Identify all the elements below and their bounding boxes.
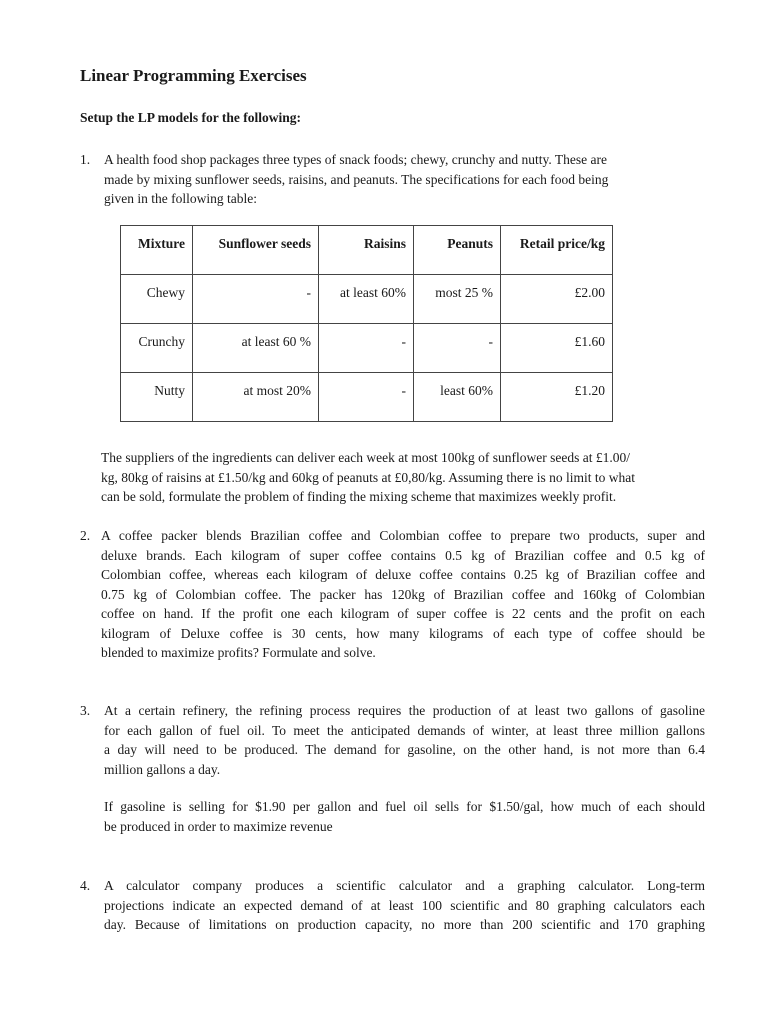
text-line: blended to maximize profits? Formulate and solve. [101,645,376,660]
table-row [121,373,613,422]
table-cell: at most 20% [193,373,319,422]
text-line: coffee on hand. If the profit one each kilogram of super coffee is 22 cents and the profit on each [101,606,705,621]
text-line: A health food shop packages three types of snack foods; chewy, crunchy and nutty. These are [104,152,607,167]
table-cell: £2.00 [501,275,613,324]
table-cell: least 60% [414,373,501,422]
text-line: If gasoline is selling for $1.90 per gallon and fuel oil sells for $1.50/gal, how much of each should [104,799,705,814]
page-subtitle: Setup the LP models for the following: [80,110,302,125]
table-cell: Crunchy [121,324,193,373]
text-line: projections indicate an expected demand of at least 100 scientific and 80 graphing calculators each [104,897,705,913]
text-line: The suppliers of the ingredients can deliver each week at most 100kg of sunflower seeds at £1.00/ [101,450,630,465]
text-line: day. Because of limitations on production capacity, no more than 200 scientific and 170 graphing [104,917,705,932]
table-cell: at least 60 % [193,324,319,373]
text-line: a day will need to be produced. The demand for gasoline, on the other hand, is not more than 6.4 [104,742,705,757]
question-4-number: 4. [80,878,91,893]
table-header: Sunflower seeds [193,226,319,275]
question-3-text [104,701,705,779]
question-1-details [101,448,705,507]
table-cell: Nutty [121,373,193,422]
table-cell: - [319,373,414,422]
question-3-followup [104,797,705,836]
table-header: Retail price/kg [501,226,613,275]
question-2-text [101,526,705,663]
text-line: made by mixing sunflower seeds, raisins, and peanuts. The specifications for each food being [104,171,609,187]
table-cell: Chewy [121,275,193,324]
table-header: Peanuts [414,226,501,275]
question-1-intro [104,150,678,209]
table-header-row [121,226,613,275]
text-line: deluxe brands. Each kilogram of super coffee contains 0.5 kg of Brazilian coffee and 0.5 kg of [101,547,705,563]
table-header: Raisins [319,226,414,275]
text-line: kg, 80kg of raisins at £1.50/kg and 60kg of peanuts at £0,80/kg. Assuming there is no limit to what [101,469,635,485]
table-cell: - [319,324,414,373]
table-header: Mixture [121,226,193,275]
question-4-text [104,876,705,935]
table-cell: - [414,324,501,373]
text-line: Colombian coffee, whereas each kilogram of deluxe coffee contains 0.25 kg of Brazilian coffee and [101,567,705,582]
table-cell: - [193,275,319,324]
text-line: for each gallon of fuel oil. To meet the anticipated demands of winter, at least three million gallons [104,722,705,738]
table-cell: £1.60 [501,324,613,373]
text-line: A coffee packer blends Brazilian coffee and Colombian coffee to prepare two products, super and [101,528,705,543]
question-3-number: 3. [80,703,91,718]
text-line: 0.75 kg of Colombian coffee. The packer has 120kg of Brazilian coffee and 160kg of Colombian [101,586,705,602]
table-row [121,324,613,373]
question-1-number: 1. [80,152,91,167]
text-line: million gallons a day. [104,761,221,777]
text-line: be produced in order to maximize revenue [104,818,333,834]
text-line: kilogram of Deluxe coffee is 30 cents, how many kilograms of each type of coffee should be [101,625,705,641]
specification-table [120,225,613,422]
table-cell: most 25 % [414,275,501,324]
question-2-number: 2. [80,528,91,543]
text-line: can be sold, formulate the problem of finding the mixing scheme that maximizes weekly profit. [101,489,617,504]
table-row [121,275,613,324]
table-cell: at least 60% [319,275,414,324]
text-line: At a certain refinery, the refining process requires the production of at least two gallons of gasoline [104,703,705,718]
text-line: given in the following table: [104,191,257,206]
page-title: Linear Programming Exercises [80,66,307,85]
text-line: A calculator company produces a scientific calculator and a graphing calculator. Long-term [104,878,705,893]
table-cell: £1.20 [501,373,613,422]
